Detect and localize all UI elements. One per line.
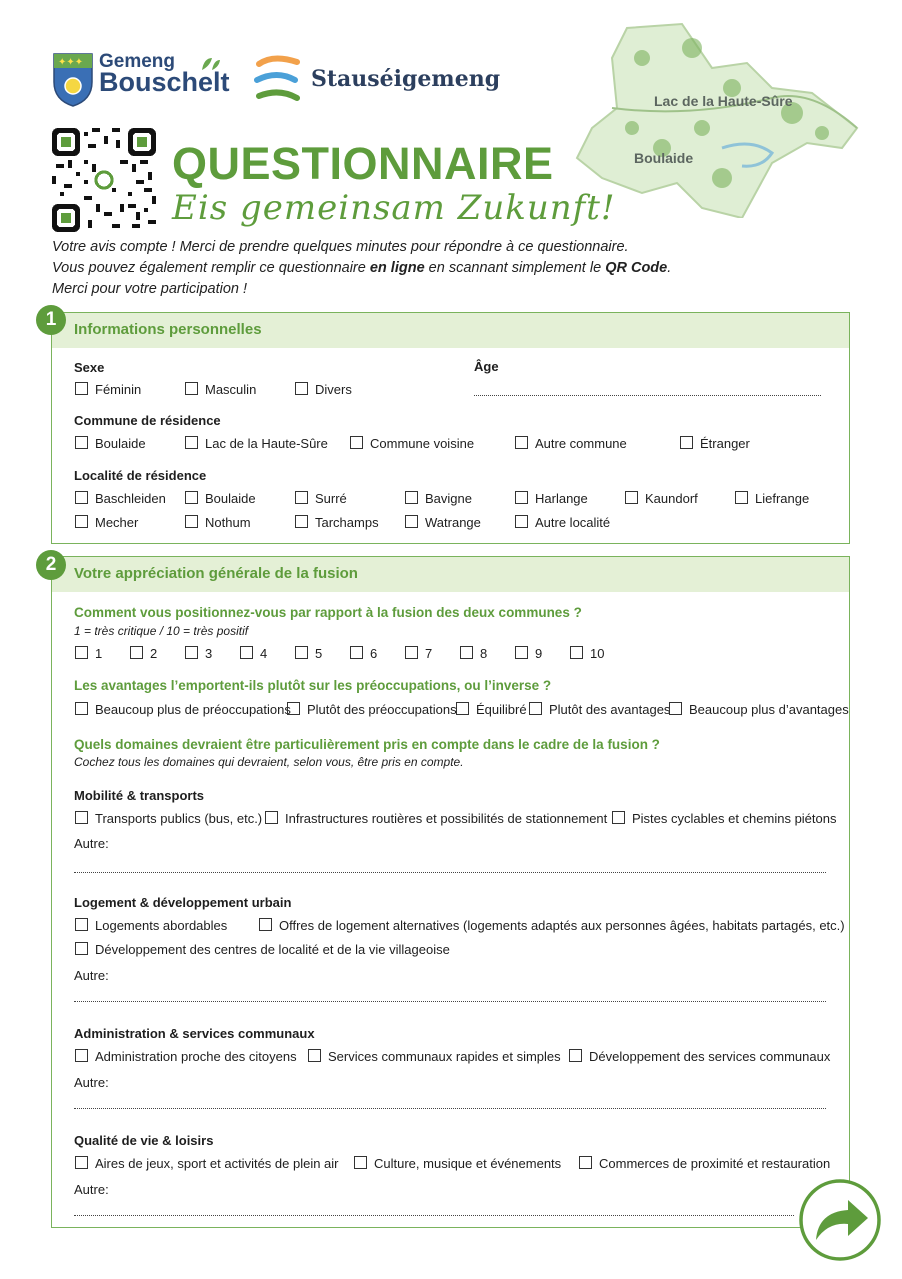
- option-infrastructures[interactable]: Infrastructures routières et possibilités de stationnement: [265, 811, 607, 826]
- checkbox[interactable]: [75, 918, 88, 931]
- scale-option-10[interactable]: 10: [570, 646, 604, 661]
- checkbox[interactable]: [460, 646, 473, 659]
- checkbox[interactable]: [75, 646, 88, 659]
- option-surre[interactable]: Surré: [295, 491, 347, 506]
- option-administration-proche[interactable]: Administration proche des citoyens: [75, 1049, 297, 1064]
- checkbox[interactable]: [735, 491, 748, 504]
- option-loc-boulaide[interactable]: Boulaide: [185, 491, 256, 506]
- checkbox[interactable]: [185, 382, 198, 395]
- checkbox[interactable]: [570, 646, 583, 659]
- checkbox[interactable]: [295, 515, 308, 528]
- autre-label: Autre:: [74, 836, 109, 851]
- option-commerces[interactable]: Commerces de proximité et restauration: [579, 1156, 830, 1171]
- intro-line2: Vous pouvez également remplir ce questionnaire en ligne en scannant simplement le QR Code.: [52, 260, 672, 276]
- checkbox[interactable]: [75, 1049, 88, 1062]
- question-balance: Les avantages l’emportent-ils plutôt sur les préoccupations, ou l’inverse ?: [74, 678, 552, 693]
- autre-label: Autre:: [74, 1182, 109, 1197]
- commune2-name: Stauséigemeng: [311, 66, 501, 92]
- checkbox[interactable]: [185, 436, 198, 449]
- section-personal-info: [51, 312, 850, 544]
- checkbox[interactable]: [75, 515, 88, 528]
- checkbox[interactable]: [240, 646, 253, 659]
- checkbox[interactable]: [295, 646, 308, 659]
- option-commune-lac[interactable]: Lac de la Haute-Sûre: [185, 436, 328, 451]
- autre-mobilite-input[interactable]: [74, 872, 826, 873]
- question-position: Comment vous positionnez-vous par rapport à la fusion des deux communes ?: [74, 605, 582, 620]
- checkbox[interactable]: [295, 382, 308, 395]
- checkbox[interactable]: [295, 491, 308, 504]
- question-domains: Quels domaines devraient être particulièrement pris en compte dans le cadre de la fusion ?: [74, 737, 660, 752]
- option-pistes-cyclables[interactable]: Pistes cyclables et chemins piétons: [612, 811, 836, 826]
- scale-option-5[interactable]: 5: [295, 646, 322, 661]
- commune-label: Commune de résidence: [74, 413, 221, 428]
- checkbox[interactable]: [350, 646, 363, 659]
- commune1-line1: Gemeng: [99, 51, 176, 72]
- intro-text: [52, 237, 671, 300]
- autre-label: Autre:: [74, 1075, 109, 1090]
- option-services-rapides[interactable]: Services communaux rapides et simples: [308, 1049, 561, 1064]
- svg-text:✦✦✦: ✦✦✦: [58, 57, 84, 68]
- age-input[interactable]: [474, 395, 821, 396]
- section-number-badge: 2: [36, 550, 66, 580]
- checkbox[interactable]: [579, 1156, 592, 1169]
- coat-of-arms-icon: [52, 52, 94, 108]
- question-domains-hint: Cochez tous les domaines qui devraient, selon vous, être pris en compte.: [74, 755, 464, 769]
- section-title: Votre appréciation générale de la fusion: [74, 565, 358, 582]
- option-tarchamps[interactable]: Tarchamps: [295, 515, 379, 530]
- option-feminin[interactable]: Féminin: [75, 382, 141, 397]
- checkbox[interactable]: [287, 702, 300, 715]
- commune1-line2: Bouschelt: [99, 67, 230, 97]
- mobilite-label: Mobilité & transports: [74, 788, 205, 803]
- section-header: [52, 557, 849, 592]
- leaf-icon: [200, 56, 222, 72]
- checkbox[interactable]: [75, 436, 88, 449]
- option-logements-abordables[interactable]: Logements abordables: [75, 918, 227, 933]
- checkbox[interactable]: [625, 491, 638, 504]
- sexe-label: Sexe: [74, 360, 105, 375]
- option-bavigne[interactable]: Bavigne: [405, 491, 472, 506]
- section-title: Informations personnelles: [74, 321, 262, 338]
- scale-option-7[interactable]: 7: [405, 646, 432, 661]
- intro-line1: Votre avis compte ! Merci de prendre quelques minutes pour répondre à ce questionnaire.: [52, 239, 629, 255]
- option-balance-3[interactable]: Équilibré: [456, 702, 527, 717]
- option-commune-voisine[interactable]: Commune voisine: [350, 436, 474, 451]
- checkbox[interactable]: [185, 515, 198, 528]
- checkbox[interactable]: [680, 436, 693, 449]
- option-culture[interactable]: Culture, musique et événements: [354, 1156, 561, 1171]
- question-position-hint: 1 = très critique / 10 = très positif: [74, 624, 249, 638]
- checkbox[interactable]: [515, 436, 528, 449]
- option-commune-boulaide[interactable]: Boulaide: [75, 436, 146, 451]
- checkbox[interactable]: [529, 702, 542, 715]
- checkbox[interactable]: [350, 436, 363, 449]
- option-balance-1[interactable]: Beaucoup plus de préoccupations: [75, 702, 291, 717]
- option-harlange[interactable]: Harlange: [515, 491, 588, 506]
- checkbox[interactable]: [75, 942, 88, 955]
- checkbox[interactable]: [405, 491, 418, 504]
- checkbox[interactable]: [405, 646, 418, 659]
- option-kaundorf[interactable]: Kaundorf: [625, 491, 698, 506]
- checkbox[interactable]: [75, 702, 88, 715]
- intro-line3: Merci pour votre participation !: [52, 281, 248, 297]
- option-transports-publics[interactable]: Transports publics (bus, etc.): [75, 811, 262, 826]
- checkbox[interactable]: [456, 702, 469, 715]
- section-number-badge: 1: [36, 305, 66, 335]
- option-logement-alternatives[interactable]: Offres de logement alternatives (logements adaptés aux personnes âgées, habitats partagés, etc.): [259, 918, 845, 933]
- checkbox[interactable]: [259, 918, 272, 931]
- scale-option-1[interactable]: 1: [75, 646, 102, 661]
- option-nothum[interactable]: Nothum: [185, 515, 251, 530]
- section-header: [52, 313, 849, 348]
- option-divers[interactable]: Divers: [295, 382, 352, 397]
- qualite-label: Qualité de vie & loisirs: [74, 1133, 214, 1148]
- option-balance-4[interactable]: Plutôt des avantages: [529, 702, 670, 717]
- page-subtitle: Eis gemeinsam Zukunft!: [172, 188, 616, 228]
- autre-qualite-input[interactable]: [74, 1215, 794, 1216]
- scale-option-2[interactable]: 2: [130, 646, 157, 661]
- checkbox[interactable]: [515, 515, 528, 528]
- option-centres-localite[interactable]: Développement des centres de localité et de la vie villageoise: [75, 942, 450, 957]
- option-autre-commune[interactable]: Autre commune: [515, 436, 627, 451]
- checkbox[interactable]: [75, 382, 88, 395]
- checkbox[interactable]: [515, 646, 528, 659]
- checkbox[interactable]: [405, 515, 418, 528]
- checkbox[interactable]: [308, 1049, 321, 1062]
- autre-logement-input[interactable]: [74, 1001, 826, 1002]
- option-balance-2[interactable]: Plutôt des préoccupations: [287, 702, 457, 717]
- map-label-lac: Lac de la Haute-Sûre: [654, 93, 793, 109]
- scale-option-9[interactable]: 9: [515, 646, 542, 661]
- option-mecher[interactable]: Mecher: [75, 515, 138, 530]
- checkbox[interactable]: [185, 491, 198, 504]
- autre-administration-input[interactable]: [74, 1108, 826, 1109]
- checkbox[interactable]: [515, 491, 528, 504]
- checkbox[interactable]: [569, 1049, 582, 1062]
- checkbox[interactable]: [612, 811, 625, 824]
- scale-option-4[interactable]: 4: [240, 646, 267, 661]
- checkbox[interactable]: [185, 646, 198, 659]
- page-title: QUESTIONNAIRE: [172, 138, 554, 189]
- option-masculin[interactable]: Masculin: [185, 382, 256, 397]
- option-aires-de-jeux[interactable]: Aires de jeux, sport et activités de plein air: [75, 1156, 339, 1171]
- administration-label: Administration & services communaux: [74, 1026, 315, 1041]
- checkbox[interactable]: [354, 1156, 367, 1169]
- option-watrange[interactable]: Watrange: [405, 515, 481, 530]
- option-liefrange[interactable]: Liefrange: [735, 491, 809, 506]
- option-etranger[interactable]: Étranger: [680, 436, 750, 451]
- scale-option-3[interactable]: 3: [185, 646, 212, 661]
- checkbox[interactable]: [265, 811, 278, 824]
- checkbox[interactable]: [75, 491, 88, 504]
- option-autre-localite[interactable]: Autre localité: [515, 515, 610, 530]
- scale-option-6[interactable]: 6: [350, 646, 377, 661]
- option-baschleiden[interactable]: Baschleiden: [75, 491, 166, 506]
- autre-label: Autre:: [74, 968, 109, 983]
- checkbox[interactable]: [130, 646, 143, 659]
- localite-label: Localité de résidence: [74, 468, 207, 483]
- checkbox[interactable]: [75, 811, 88, 824]
- option-developpement-services[interactable]: Développement des services communaux: [569, 1049, 830, 1064]
- stauseigemeng-logo-icon: [253, 54, 301, 104]
- checkbox[interactable]: [669, 702, 682, 715]
- logement-label: Logement & développement urbain: [74, 895, 292, 910]
- section-appreciation: [51, 556, 850, 1228]
- age-label: Âge: [474, 359, 499, 374]
- scale-option-8[interactable]: 8: [460, 646, 487, 661]
- option-balance-5[interactable]: Beaucoup plus d’avantages: [669, 702, 849, 717]
- next-arrow-icon[interactable]: [798, 1178, 882, 1262]
- checkbox[interactable]: [75, 1156, 88, 1169]
- map-label-boulaide: Boulaide: [634, 150, 694, 166]
- qr-code[interactable]: [52, 128, 156, 232]
